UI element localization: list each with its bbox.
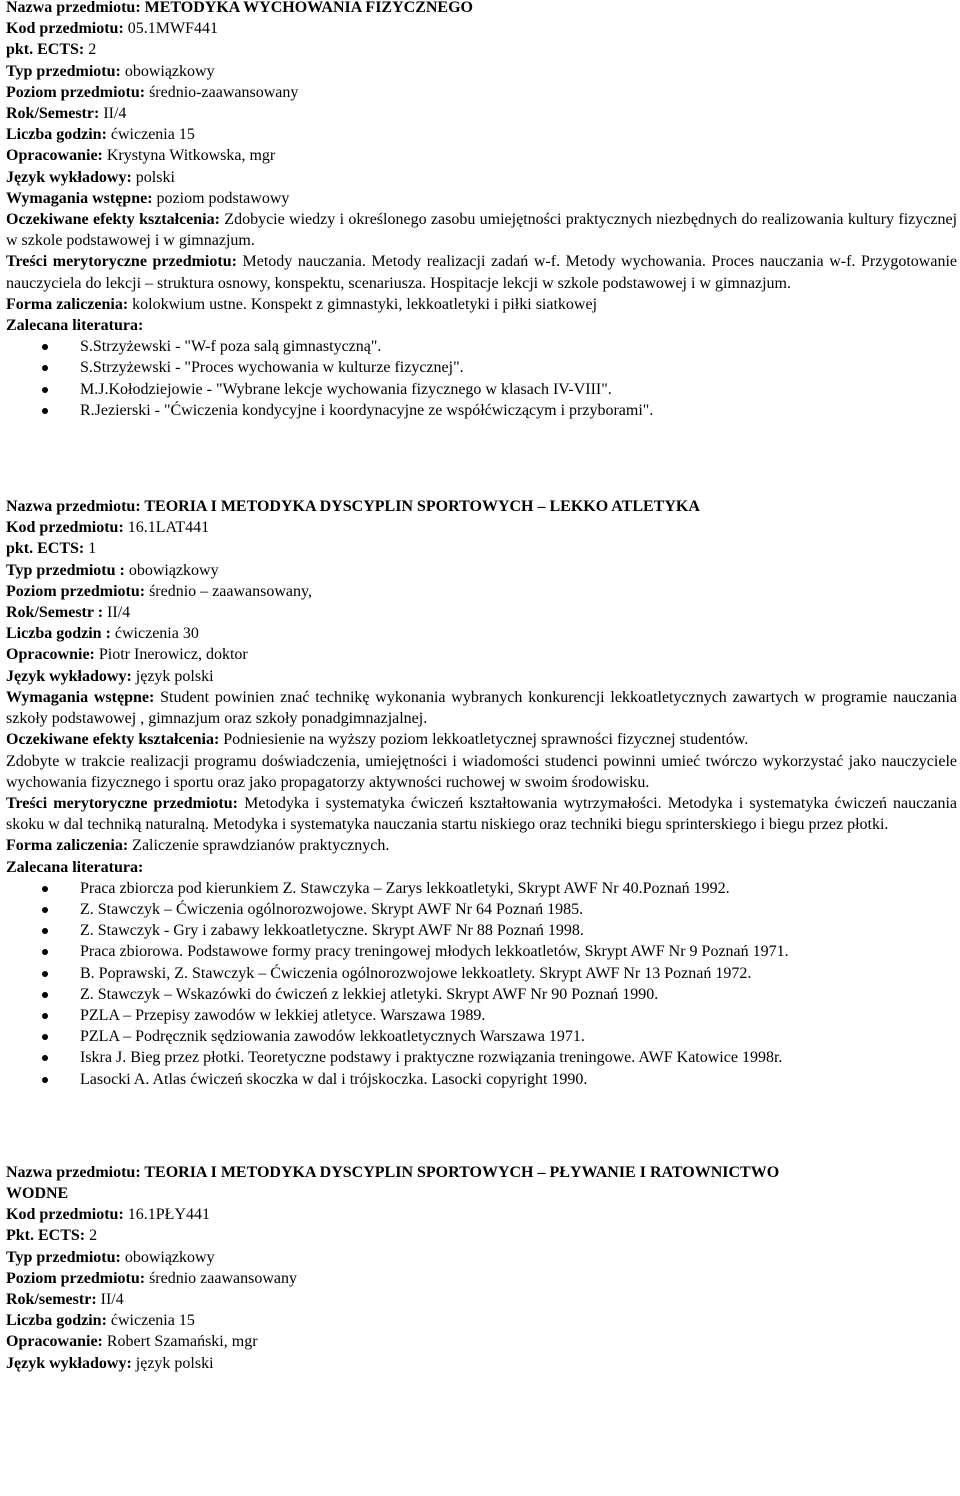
course-name-continued: WODNE — [6, 1184, 69, 1202]
course-outcomes: Oczekiwane efekty kształcenia: Podniesienie na wyższy poziom lekkoatletycznej sprawności fizycznej studentów. — [6, 731, 749, 749]
course-assessment: Forma zaliczenia: kolokwium ustne. Konspekt z gimnastyki, lekkoatletyki i piłki siatkowej — [6, 295, 598, 313]
list-item: PZLA – Podręcznik sędziowania zawodów lekkoatletycznych Warszawa 1971. — [6, 1026, 958, 1047]
list-item: PZLA – Przepisy zawodów w lekkiej atletyce. Warszawa 1989. — [6, 1005, 958, 1026]
course-author: Opracownie: Piotr Inerowicz, doktor — [6, 646, 248, 664]
document-page — [6, 0, 958, 1374]
course-section-1 — [6, 0, 958, 421]
literature-heading: Zalecana literatura: — [6, 858, 144, 876]
course-ects: pkt. ECTS: 2 — [6, 41, 97, 59]
bullet-icon — [42, 1077, 48, 1083]
course-type: Typ przedmiotu: obowiązkowy — [6, 62, 215, 80]
course-content: Treści merytoryczne przedmiotu: Metodyka i systematyka ćwiczeń kształtowania wytrzymałości. Metodyka i systematyka ćwiczeń nauczania skoku w dal techniką naturalną. Metodyka i systematyka nauczania startu niskiego oraz techniki biegu sprinterskiego i biegu przez płotki. — [6, 794, 958, 834]
list-item: S.Strzyżewski - "W-f poza salą gimnastyczną". — [6, 336, 958, 357]
course-level: Poziom przedmiotu: średnio zaawansowany — [6, 1269, 298, 1287]
list-item: Praca zbiorowa. Podstawowe formy pracy treningowej młodych lekkoatletów, Skrypt AWF Nr 9 Poznań 1971. — [6, 941, 958, 962]
bullet-icon — [42, 928, 48, 934]
bullet-icon — [42, 408, 48, 414]
course-code: Kod przedmiotu: 16.1PŁY441 — [6, 1206, 211, 1224]
course-year: Rok/Semestr: II/4 — [6, 105, 127, 123]
course-type: Typ przedmiotu : obowiązkowy — [6, 561, 219, 579]
bullet-icon — [42, 344, 48, 350]
course-year: Rok/Semestr : II/4 — [6, 604, 131, 622]
bullet-icon — [42, 1055, 48, 1061]
list-item: Lasocki A. Atlas ćwiczeń skoczka w dal i trójskoczka. Lasocki copyright 1990. — [6, 1069, 958, 1090]
course-author: Opracowanie: Krystyna Witkowska, mgr — [6, 147, 276, 165]
course-name: Nazwa przedmiotu: TEORIA I METODYKA DYSCYPLIN SPORTOWYCH – PŁYWANIE I RATOWNICTWO — [6, 1163, 780, 1181]
bullet-icon — [42, 387, 48, 393]
course-ects: pkt. ECTS: 1 — [6, 540, 97, 558]
course-level: Poziom przedmiotu: średnio-zaawansowany — [6, 83, 299, 101]
list-item: Iskra J. Bieg przez płotki. Teoretyczne podstawy i praktyczne rozwiązania treningowe. AWF Katowice 1998r. — [6, 1047, 958, 1068]
course-code: Kod przedmiotu: 05.1MWF441 — [6, 20, 219, 38]
course-language: Język wykładowy: język polski — [6, 1354, 214, 1372]
course-author: Opracowanie: Robert Szamański, mgr — [6, 1333, 258, 1351]
course-year: Rok/semestr: II/4 — [6, 1290, 124, 1308]
course-name: Nazwa przedmiotu: METODYKA WYCHOWANIA FIZYCZNEGO — [6, 0, 473, 16]
list-item: S.Strzyżewski - "Proces wychowania w kulturze fizycznej". — [6, 357, 958, 378]
bullet-icon — [42, 1013, 48, 1019]
bullet-icon — [42, 949, 48, 955]
bullet-icon — [42, 992, 48, 998]
course-type: Typ przedmiotu: obowiązkowy — [6, 1248, 215, 1266]
course-language: Język wykładowy: język polski — [6, 667, 214, 685]
bullet-icon — [42, 365, 48, 371]
list-item: B. Poprawski, Z. Stawczyk – Ćwiczenia ogólnorozwojowe lekkoatlety. Skrypt AWF Nr 13 Poznań 1972. — [6, 963, 958, 984]
course-requirements: Wymagania wstępne: Student powinien znać technikę wykonania wybranych konkurencji lekkoatletycznych zawartych w programie nauczania szkoły podstawowej , gimnazjum oraz szkoły ponadgimnazjalnej. — [6, 688, 958, 728]
course-outcomes-extra: Zdobyte w trakcie realizacji programu doświadczenia, umiejętności i wiadomości studenci powinni umieć twórczo wykorzystać jako nauczyciele wychowania fizycznego i sportu oraz jako propagatorzy aktywności ruchowej w swoim środowisku. — [6, 752, 957, 791]
bullet-icon — [42, 1034, 48, 1040]
literature-list — [6, 336, 958, 421]
bullet-icon — [42, 907, 48, 913]
course-code: Kod przedmiotu: 16.1LAT441 — [6, 519, 210, 537]
list-item: Praca zbiorcza pod kierunkiem Z. Stawczyka – Zarys lekkoatletyki, Skrypt AWF Nr 40.Poznań 1992. — [6, 878, 958, 899]
course-section-2 — [6, 496, 958, 1090]
list-item: Z. Stawczyk – Wskazówki do ćwiczeń z lekkiej atletyki. Skrypt AWF Nr 90 Poznań 1990. — [6, 984, 958, 1005]
literature-heading: Zalecana literatura: — [6, 317, 144, 335]
course-outcomes: Oczekiwane efekty kształcenia: Zdobycie wiedzy i określonego zasobu umiejętności praktycznych niezbędnych do realizowania kultury fizycznej w szkole podstawowej i w gimnazjum. — [6, 211, 958, 250]
course-requirements: Wymagania wstępne: poziom podstawowy — [6, 189, 290, 207]
course-assessment: Forma zaliczenia: Zaliczenie sprawdzianów praktycznych. — [6, 837, 390, 855]
list-item: Z. Stawczyk – Ćwiczenia ogólnorozwojowe. Skrypt AWF Nr 64 Poznań 1985. — [6, 899, 958, 920]
list-item: Z. Stawczyk - Gry i zabawy lekkoatletyczne. Skrypt AWF Nr 88 Poznań 1998. — [6, 920, 958, 941]
course-hours: Liczba godzin : ćwiczenia 30 — [6, 625, 199, 643]
bullet-icon — [42, 886, 48, 892]
course-hours: Liczba godzin: ćwiczenia 15 — [6, 126, 195, 144]
literature-list — [6, 878, 958, 1090]
course-content: Treści merytoryczne przedmiotu: Metody nauczania. Metody realizacji zadań w-f. Metody wychowania. Proces nauczania w-f. Przygotowanie nauczyciela do lekcji – struktura osnowy, konspektu, scenariusza. Hospitacje lekcji w szkole podstawowej i w gimnazjum. — [6, 253, 958, 292]
course-hours: Liczba godzin: ćwiczenia 15 — [6, 1312, 195, 1330]
bullet-icon — [42, 971, 48, 977]
course-ects: Pkt. ECTS: 2 — [6, 1227, 98, 1245]
course-name: Nazwa przedmiotu: TEORIA I METODYKA DYSCYPLIN SPORTOWYCH – LEKKO ATLETYKA — [6, 498, 700, 516]
course-level: Poziom przedmiotu: średnio – zaawansowany, — [6, 582, 312, 600]
list-item: M.J.Kołodziejowie - "Wybrane lekcje wychowania fizycznego w klasach IV-VIII". — [6, 379, 958, 400]
course-language: Język wykładowy: polski — [6, 168, 175, 186]
list-item: R.Jezierski - "Ćwiczenia kondycyjne i koordynacyjne ze współćwiczącym i przyborami". — [6, 400, 958, 421]
course-section-3 — [6, 1162, 958, 1374]
